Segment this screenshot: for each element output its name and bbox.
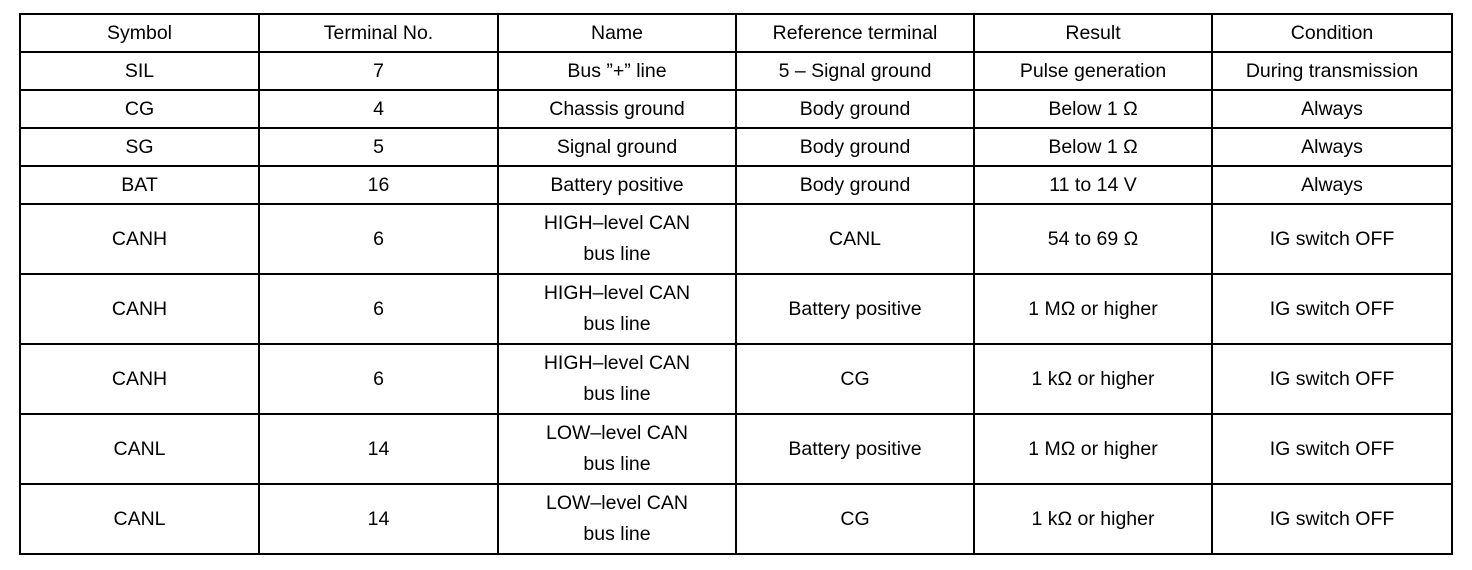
cell-condition: IG switch OFF — [1212, 204, 1452, 274]
cell-terminal-no: 14 — [259, 414, 498, 484]
table-row — [20, 166, 1452, 204]
header-reference-terminal: Reference terminal — [736, 14, 974, 52]
cell-name-line: bus line — [583, 383, 651, 405]
cell-reference-terminal: CG — [736, 344, 974, 414]
cell-reference-terminal: CANL — [736, 204, 974, 274]
table-body — [20, 52, 1452, 554]
cell-condition: Always — [1212, 166, 1452, 204]
cell-condition: Always — [1212, 128, 1452, 166]
cell-name-line: Battery positive — [550, 173, 684, 196]
cell-symbol: SG — [20, 128, 259, 166]
cell-name-line: LOW–level CAN — [546, 422, 688, 444]
cell-symbol: CANH — [20, 274, 259, 344]
cell-terminal-no: 5 — [259, 128, 498, 166]
table-row — [20, 52, 1452, 90]
cell-terminal-no: 7 — [259, 52, 498, 90]
terminal-inspection-table — [19, 13, 1453, 555]
cell-reference-terminal: Battery positive — [736, 414, 974, 484]
cell-condition: Always — [1212, 90, 1452, 128]
cell-name-line: bus line — [583, 453, 651, 475]
table-row — [20, 90, 1452, 128]
cell-terminal-no: 16 — [259, 166, 498, 204]
cell-name-line: bus line — [583, 313, 651, 335]
cell-name — [498, 128, 736, 166]
table-row — [20, 414, 1452, 484]
cell-condition: IG switch OFF — [1212, 274, 1452, 344]
header-symbol: Symbol — [20, 14, 259, 52]
cell-name — [498, 52, 736, 90]
cell-symbol: CANL — [20, 414, 259, 484]
cell-symbol: SIL — [20, 52, 259, 90]
cell-name-line: HIGH–level CAN — [543, 282, 691, 304]
header-condition: Condition — [1212, 14, 1452, 52]
cell-name — [498, 204, 736, 274]
cell-symbol: CANH — [20, 204, 259, 274]
cell-condition: IG switch OFF — [1212, 344, 1452, 414]
cell-reference-terminal: Body ground — [736, 166, 974, 204]
cell-name-line: Bus ”+” line — [567, 59, 667, 82]
cell-terminal-no: 6 — [259, 204, 498, 274]
table-row — [20, 344, 1452, 414]
cell-result: 1 MΩ or higher — [974, 274, 1212, 344]
cell-name-line: Signal ground — [556, 135, 678, 158]
table-header-row — [20, 14, 1452, 52]
cell-name — [498, 344, 736, 414]
cell-result: 1 kΩ or higher — [974, 484, 1212, 554]
cell-reference-terminal: CG — [736, 484, 974, 554]
cell-name-line: bus line — [583, 243, 651, 265]
cell-name — [498, 166, 736, 204]
header-terminal-no: Terminal No. — [259, 14, 498, 52]
cell-terminal-no: 14 — [259, 484, 498, 554]
header-result: Result — [974, 14, 1212, 52]
cell-name — [498, 414, 736, 484]
cell-result: 1 kΩ or higher — [974, 344, 1212, 414]
table-row — [20, 204, 1452, 274]
cell-symbol: BAT — [20, 166, 259, 204]
cell-name-line: bus line — [583, 523, 651, 545]
cell-result: Below 1 Ω — [974, 90, 1212, 128]
table-row — [20, 274, 1452, 344]
cell-name-line: Chassis ground — [549, 97, 685, 120]
table-row — [20, 484, 1452, 554]
cell-result: Pulse generation — [974, 52, 1212, 90]
cell-name-line: HIGH–level CAN — [543, 352, 691, 374]
header-name: Name — [498, 14, 736, 52]
cell-result: 11 to 14 V — [974, 166, 1212, 204]
cell-symbol: CANL — [20, 484, 259, 554]
cell-name — [498, 484, 736, 554]
cell-reference-terminal: Body ground — [736, 128, 974, 166]
cell-reference-terminal: Body ground — [736, 90, 974, 128]
cell-terminal-no: 6 — [259, 274, 498, 344]
cell-condition: IG switch OFF — [1212, 414, 1452, 484]
cell-result: 1 MΩ or higher — [974, 414, 1212, 484]
cell-symbol: CANH — [20, 344, 259, 414]
table-row — [20, 128, 1452, 166]
cell-name — [498, 90, 736, 128]
cell-name-line: HIGH–level CAN — [543, 212, 691, 234]
cell-condition: IG switch OFF — [1212, 484, 1452, 554]
cell-result: 54 to 69 Ω — [974, 204, 1212, 274]
cell-result: Below 1 Ω — [974, 128, 1212, 166]
cell-condition: During transmission — [1212, 52, 1452, 90]
terminal-inspection-table-wrapper — [19, 13, 1451, 555]
cell-terminal-no: 4 — [259, 90, 498, 128]
cell-terminal-no: 6 — [259, 344, 498, 414]
cell-reference-terminal: Battery positive — [736, 274, 974, 344]
cell-name — [498, 274, 736, 344]
cell-symbol: CG — [20, 90, 259, 128]
cell-reference-terminal: 5 – Signal ground — [736, 52, 974, 90]
cell-name-line: LOW–level CAN — [546, 492, 688, 514]
